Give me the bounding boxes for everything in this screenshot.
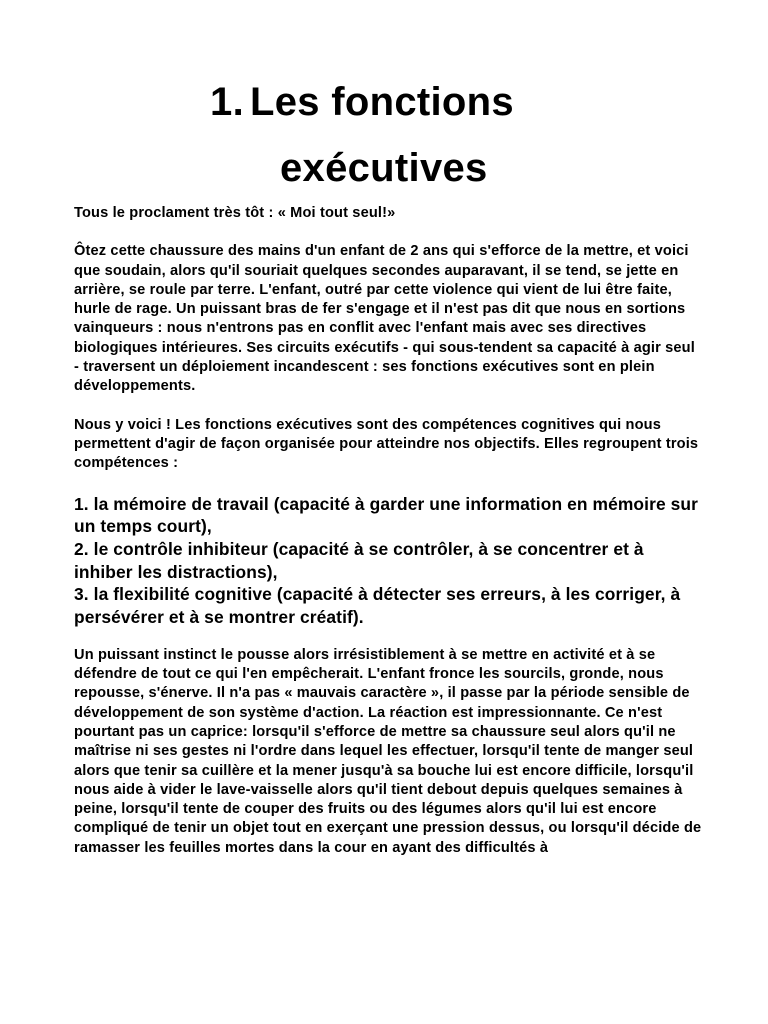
intro-line: Tous le proclament très tôt : « Moi tout seul!» <box>74 205 396 221</box>
paragraph-2: Nous y voici ! Les fonctions exécutives sont des compétences cognitives qui nous permettent d'agir de façon organisée pour atteindre nos objectifs. Elles regroupent trois compétences : <box>74 416 699 472</box>
competences-list <box>74 493 702 629</box>
title-line-2: exécutives <box>280 146 488 190</box>
competence-item: 1. la mémoire de travail (capacité à garder une information en mémoire sur un temps court), <box>74 493 699 537</box>
title-number: 1. <box>210 80 244 124</box>
page-title <box>150 74 670 196</box>
document-body <box>74 204 702 858</box>
competence-item: 3. la flexibilité cognitive (capacité à détecter ses erreurs, à les corriger, à persévérer et à se montrer créatif). <box>74 584 681 628</box>
title-line-1 <box>150 74 670 130</box>
competence-item: 2. le contrôle inhibiteur (capacité à se contrôler, à se concentrer et à inhiber les distractions), <box>74 538 644 582</box>
title-text-1: Les fonctions <box>250 80 514 124</box>
paragraph-1: Ôtez cette chaussure des mains d'un enfant de 2 ans qui s'efforce de la mettre, et voici que soudain, alors qu'il souriait quelques secondes auparavant, il se tend, se jette en arrière, se roule par terre. L'enfant, outré par cette violence qui vient de lui être faite, hurle de rage. Un puissant bras de fer s'engage et il n'est pas dit que nous en sortions vainqueurs : nous n'entrons pas en conflit avec l'enfant mais avec ses directives biologiques intérieures. Ses circuits exécutifs - qui sous-tendent sa capacité à agir seul - traversent un déploiement incandescent : ses fonctions exécutives sont en plein développements. <box>74 243 695 395</box>
paragraph-3: Un puissant instinct le pousse alors irrésistiblement à se mettre en activité et à se défendre de tout ce qui l'en empêcherait. L'enfant fronce les sourcils, gronde, nous repousse, s'énerve. Il n'a pas « mauvais caractère », il passe par la période sensible de développement de son système d'action. La réaction est impressionnante. Ce n'est pourtant pas un caprice: lorsqu'il s'efforce de mettre sa chaussure seul alors qu'il ne maîtrise ni ses gestes ni l'ordre dans lequel les effectuer, lorsqu'il tente de manger seul alors que tenir sa cuillère et la mener jusqu'à sa bouche lui est encore difficile, lorsqu'il nous aide à vider le lave-vaisselle alors qu'il tient debout depuis quelques semaines à peine, lorsqu'il tente de couper des fruits ou des légumes alors qu'il lui est encore compliqué de tenir un objet tout en exerçant une pression dessus, ou lorsqu'il décide de ramasser les feuilles mortes dans la cour en ayant des difficultés à <box>74 646 702 856</box>
